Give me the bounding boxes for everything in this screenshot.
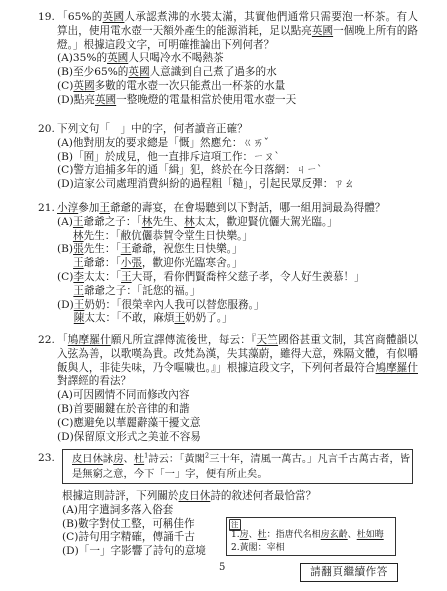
text-run: 1. — [231, 530, 240, 540]
dialogue-line — [73, 243, 418, 257]
option-a — [57, 216, 418, 244]
underlined-proper-noun: 小張 — [120, 257, 142, 270]
option-label: (D) — [57, 178, 74, 191]
text-run: 爺爺，祝您生日快樂。」 — [131, 243, 243, 256]
option-label: (B) — [57, 402, 74, 415]
text-run: 一整晚燈的電量相當於使用電水壺一天 — [116, 93, 297, 106]
underlined-proper-noun: 王 — [72, 215, 84, 228]
question-20 — [38, 123, 418, 192]
option-label: (B) — [57, 66, 74, 79]
text-run: 先生：「敝伉儷恭賀令堂生日快樂。」 — [83, 229, 254, 242]
text-run: ，歡迎你光臨寒舍。」 — [141, 257, 243, 270]
option-text — [73, 52, 418, 66]
page-number: 5 — [219, 562, 226, 573]
option-line — [73, 66, 418, 80]
underlined-proper-noun: 英國 — [94, 93, 117, 106]
option-label: (A) — [57, 52, 73, 65]
text-run: 先生、 — [152, 215, 185, 228]
option-line — [73, 151, 418, 165]
question-stem — [57, 202, 418, 216]
option-text — [73, 164, 418, 178]
question-body — [57, 334, 418, 444]
text-run: 一個晚上所有的路燈。」根據這段文字，可明確推論出下列何者？ — [57, 24, 419, 51]
underlined-proper-noun: 陳 — [73, 312, 85, 325]
footnote-list — [231, 529, 393, 554]
option-label: (C) — [57, 164, 74, 177]
text-run: 國俗甚重文制，其宮商體韻以入弦為善，以歌嘆為貴。改梵為漢，失其藻蔚，雖得大意，殊隔文體，有似嚼飯與人，非徒失味，乃令嘔噦也。』」根據這段文字，下列何者最符合 — [57, 334, 419, 374]
question-stem — [57, 123, 418, 137]
option-text — [73, 137, 418, 151]
text-run: 「65%的 — [57, 11, 103, 23]
underlined-proper-noun: 林 — [141, 215, 153, 228]
underlined-proper-noun: 皮日休 — [178, 490, 211, 502]
turn-page-notice: 請翻頁繼續作答 — [300, 563, 398, 582]
option-label: (D) — [57, 298, 74, 311]
footnote-item — [231, 542, 393, 555]
poem-commentary-text — [72, 452, 410, 481]
option-text — [74, 94, 418, 108]
option-text — [73, 151, 418, 165]
option-b — [57, 243, 418, 271]
text-run: 太太：「 — [83, 270, 122, 283]
underlined-proper-noun: 林 — [184, 215, 195, 228]
text-run: 多數的電水壺一次只能煮出一杯茶的水量 — [94, 79, 286, 92]
underlined-proper-noun: 杜 — [133, 453, 145, 465]
underlined-proper-noun: 鳩摩羅什 — [67, 334, 111, 346]
option-label: (D) — [57, 93, 74, 106]
text-run: 「 — [57, 334, 68, 346]
question-number: 23. — [38, 452, 55, 464]
text-run: 點亮 — [73, 93, 95, 106]
option-text — [73, 243, 418, 271]
text-run: ：指唐代名相 — [266, 530, 321, 540]
dialogue-line — [73, 271, 418, 285]
question-stem — [62, 490, 362, 504]
underlined-proper-noun: 王 — [73, 298, 85, 311]
text-run: 首要關鍵在於音律的和諧 — [73, 402, 190, 415]
text-run: 數字對仗工整，可稱佳作 — [78, 517, 195, 530]
question-body — [57, 11, 418, 108]
option-text — [73, 389, 418, 403]
underlined-proper-noun: 張 — [73, 243, 84, 256]
option-text — [74, 178, 418, 192]
option-text — [73, 66, 418, 80]
underlined-proper-noun: 天竺 — [256, 334, 279, 346]
text-run: 人意識到自己煮了過多的水 — [149, 66, 277, 79]
option-label: (A) — [62, 503, 78, 516]
question-stem — [57, 334, 418, 389]
question-21 — [38, 202, 418, 326]
option-label: (C) — [62, 531, 79, 544]
option-a — [57, 137, 418, 151]
text-run: 、 — [347, 530, 357, 540]
underlined-proper-noun: 英國 — [107, 52, 129, 65]
text-run: 用字遣詞多落入俗套 — [77, 503, 174, 516]
underlined-proper-noun: 王 — [174, 312, 185, 325]
underlined-proper-noun: 皮日休 — [72, 453, 103, 465]
question-stem — [57, 11, 418, 52]
option-a — [57, 389, 418, 403]
option-d — [57, 178, 418, 192]
text-run: 爺爺的壽宴，在會場聽到以下對話，哪一組用詞最為得體？ — [109, 202, 386, 214]
option-line — [73, 403, 418, 417]
text-run: 願凡所宣譯傳流後世，每云：『 — [110, 334, 257, 346]
text-run: 詩云：「黃閣 — [148, 453, 205, 465]
text-run: 詩句用字精確，傳誦千古 — [78, 531, 195, 544]
underlined-proper-noun: 鳩摩羅什 — [375, 361, 418, 374]
underlined-proper-noun: 英國 — [102, 11, 125, 23]
underlined-proper-noun: 杜 — [257, 530, 267, 540]
text-run: 大哥，看你們賢喬梓父慈子孝，令人好生羨慕！」 — [131, 270, 365, 283]
option-label: (D) — [62, 545, 79, 558]
option-label: (A) — [57, 389, 73, 402]
option-line — [74, 431, 418, 445]
option-text — [74, 299, 418, 327]
question-number: 20. — [38, 123, 55, 135]
dialogue-line — [74, 299, 418, 313]
option-label: (B) — [57, 243, 74, 256]
poem-commentary-box — [62, 449, 413, 484]
dialogue-line — [73, 257, 418, 271]
option-d — [57, 94, 418, 108]
option-label: (C) — [57, 270, 74, 283]
underlined-proper-noun: 王 — [99, 202, 110, 214]
text-run: 三十年，清風一萬古。」凡言千古萬古者，皆是無窮之意，今下「一」字，便有所止矣。 — [72, 453, 411, 480]
dialogue-line — [73, 216, 418, 230]
footnote-marker: 1 — [144, 451, 149, 460]
text-run: 「囿」於成見，他一直排斥這項工作：ㄧㄡˋ — [73, 150, 280, 163]
dialogue-line — [74, 312, 418, 326]
option-a — [62, 504, 362, 518]
text-run: 根據這則詩評，下列關於 — [62, 490, 179, 502]
question-19 — [38, 11, 418, 108]
underlined-proper-noun: 英國 — [311, 24, 334, 37]
question-number: 19. — [38, 11, 55, 23]
underlined-proper-noun: 英國 — [73, 79, 95, 92]
text-run: 太太：「不敢，麻煩 — [84, 312, 175, 325]
option-b — [57, 151, 418, 165]
option-text — [73, 403, 418, 417]
text-run: 太太，歡迎賢伉儷大駕光臨。」 — [194, 215, 338, 228]
option-label: (B) — [57, 150, 74, 163]
option-a — [57, 52, 418, 66]
underlined-proper-noun: 房玄齡 — [320, 530, 348, 540]
option-label: (C) — [57, 416, 74, 429]
text-run: 爺爺之子：「託您的福。」 — [83, 284, 201, 297]
underlined-proper-noun: 王 — [73, 284, 84, 297]
question-number: 22. — [38, 334, 55, 346]
text-run: 可因國情不同而修改內容 — [72, 389, 190, 402]
underlined-proper-noun: 杜如晦 — [356, 530, 384, 540]
text-run: 警方追捕多年的通「緝」犯，終於在今日落網：ㄐㄧˋ — [73, 164, 323, 177]
dialogue-line — [73, 285, 418, 299]
option-label: (A) — [57, 136, 73, 149]
footnote-marker: 2 — [205, 451, 210, 460]
note-label-icon: 注 — [231, 520, 239, 529]
footnote-box — [226, 517, 396, 556]
option-label: (B) — [62, 517, 79, 530]
question-number: 21. — [38, 202, 55, 214]
option-line — [78, 504, 362, 518]
text-run: 參加 — [78, 202, 100, 214]
option-label: (A) — [57, 215, 73, 228]
option-d — [57, 431, 418, 445]
option-line — [73, 389, 418, 403]
option-b — [57, 66, 418, 80]
option-text — [74, 431, 418, 445]
text-run: 至少65%的 — [73, 66, 129, 79]
option-c — [57, 164, 418, 178]
option-line — [74, 94, 418, 108]
footnote-item — [231, 529, 393, 542]
option-c — [57, 271, 418, 299]
option-label: (C) — [57, 79, 74, 92]
question-body — [57, 202, 418, 326]
option-line — [73, 417, 418, 431]
option-line — [73, 80, 418, 94]
option-text — [73, 216, 418, 244]
underlined-proper-noun: 王 — [120, 243, 132, 256]
text-run: 他對朋友的要求總是「慨」然應允：ㄍㄞˇ — [72, 136, 269, 149]
text-run: 35%的 — [72, 52, 108, 65]
text-run: 爺爺：「 — [83, 257, 121, 270]
text-run: 這家公司處理消費糾紛的過程粗「糙」，引起民眾反彈：ㄗㄠ — [73, 178, 355, 191]
option-c — [57, 417, 418, 431]
underlined-proper-noun: 房 — [113, 453, 124, 465]
option-text — [73, 80, 418, 94]
option-text — [73, 417, 418, 431]
text-run: 爺爺之子：「 — [83, 215, 142, 228]
text-run: 、 — [123, 453, 134, 465]
option-text — [73, 271, 418, 299]
text-run: 奶奶了。」 — [185, 312, 233, 325]
text-run: 2.黃閣：宰相 — [231, 542, 285, 553]
underlined-proper-noun: 林 — [72, 229, 84, 242]
option-label: (D) — [57, 430, 74, 443]
text-run: 應避免以華麗辭藻干擾文意 — [73, 416, 201, 429]
text-run: 對譯經的看法？ — [57, 375, 132, 388]
option-line — [74, 178, 418, 192]
text-run: 人只喝冷水不喝熱茶 — [128, 52, 224, 65]
question-body — [57, 123, 418, 192]
option-text — [78, 504, 362, 518]
text-run: 下列文句「 」中的字，何者讀音正確？ — [57, 123, 248, 135]
option-b — [57, 403, 418, 417]
text-run: 詩的敘述何者最恰當？ — [210, 490, 317, 502]
question-22 — [38, 334, 418, 444]
underlined-proper-noun: 英國 — [128, 66, 150, 79]
underlined-proper-noun: 李 — [73, 270, 84, 283]
underlined-proper-noun: 王 — [121, 270, 132, 283]
underlined-proper-noun: 房 — [239, 530, 249, 540]
dialogue-line — [73, 230, 418, 244]
option-line — [73, 164, 418, 178]
option-c — [57, 80, 418, 94]
text-run: 先生：「 — [83, 243, 121, 256]
underlined-proper-noun: 小淳 — [57, 202, 79, 214]
option-line — [73, 52, 418, 66]
text-run: 保留原文形式之美並不容易 — [73, 430, 201, 443]
option-d — [57, 299, 418, 327]
text-run: 詠 — [102, 453, 114, 465]
text-run: 、 — [248, 530, 258, 540]
text-run: 人承認煮沸的水裝太滿，其實他們通常只需要泡一杯茶。有人算出，使用電水壺一天額外產生的能源消耗，足以點亮 — [57, 11, 419, 37]
underlined-proper-noun: 王 — [73, 257, 84, 270]
option-line — [73, 137, 418, 151]
text-run: 奶奶：「很榮幸內人我可以替您服務。」 — [84, 298, 265, 311]
text-run: 「一」字影響了詩句的意境 — [78, 545, 206, 558]
